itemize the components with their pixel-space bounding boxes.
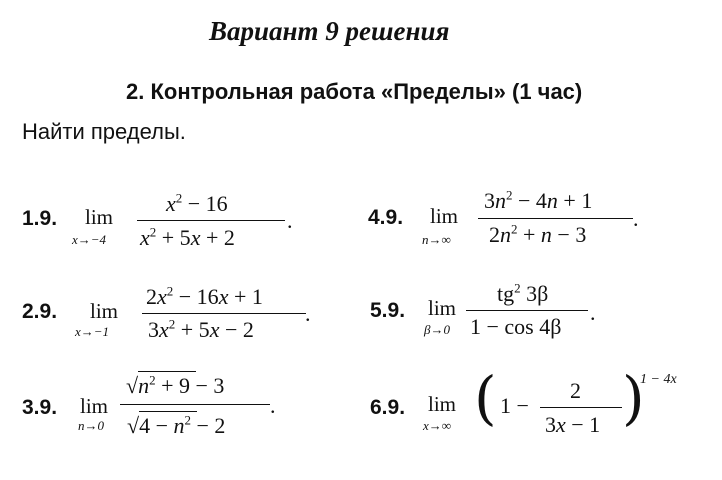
fraction-denominator: $x^2 + 5x + 2$ (140, 224, 235, 250)
fraction-numerator: $x^2 - 16$ (166, 190, 228, 216)
lim-operator: lim (430, 204, 459, 228)
limit-subscript: n→∞ (422, 232, 451, 247)
period: . (287, 208, 293, 233)
fraction-bar (466, 310, 588, 311)
lim-operator: lim (428, 296, 457, 320)
limit-subscript: n→0 (78, 418, 104, 433)
lim-operator: lim (80, 394, 109, 418)
exponent: 1 − 4x (640, 372, 677, 387)
period: . (270, 393, 276, 418)
limit-subscript: x→∞ (423, 418, 452, 433)
fraction-bar (142, 313, 306, 314)
fraction-bar (540, 407, 622, 408)
problem-number: 6.9. (370, 396, 406, 419)
fraction-denominator: $2n^2 + n - 3$ (489, 221, 587, 247)
fraction-bar (478, 218, 633, 219)
fraction-bar (137, 220, 285, 221)
fraction-denominator: 1 − cos 4β (470, 314, 562, 339)
fraction-bar (120, 404, 270, 405)
lim-operator: lim (85, 205, 114, 229)
fraction-denominator: $√4 - n^2 - 2$ (127, 412, 226, 438)
limit-subscript: β→0 (424, 322, 450, 337)
fraction-numerator: 2 (570, 378, 581, 403)
problem-number: 1.9. (22, 207, 58, 230)
left-parenthesis: ( (474, 364, 497, 432)
fraction-denominator: $3x^2 + 5x - 2$ (148, 316, 254, 342)
right-parenthesis: ) (622, 364, 645, 432)
period: . (633, 206, 639, 231)
fraction-numerator: $tg^2$ 3β (497, 280, 549, 306)
instruction: Найти пределы. (22, 119, 186, 144)
problem-number: 5.9. (370, 299, 406, 322)
limit-subscript: x→−1 (75, 324, 110, 339)
fraction-numerator: $2x^2 - 16x + 1$ (146, 283, 263, 309)
variant-title: Вариант 9 решения (209, 16, 450, 46)
limit-subscript: x→−4 (72, 232, 107, 247)
problem-number: 3.9. (22, 396, 58, 419)
fraction-numerator: $3n^2 - 4n + 1$ (484, 187, 593, 213)
base-one: 1 − (500, 393, 529, 418)
period: . (590, 300, 596, 325)
problem-number: 2.9. (22, 300, 58, 323)
fraction-numerator: $√n^2 + 9 - 3$ (126, 372, 225, 398)
period: . (305, 301, 311, 326)
lim-operator: lim (428, 392, 457, 416)
fraction-denominator: 3x − 1 (545, 412, 601, 437)
work-title: 2. Контрольная работа «Пределы» (1 час) (126, 79, 583, 104)
lim-operator: lim (90, 299, 119, 323)
problem-number: 4.9. (368, 206, 404, 229)
